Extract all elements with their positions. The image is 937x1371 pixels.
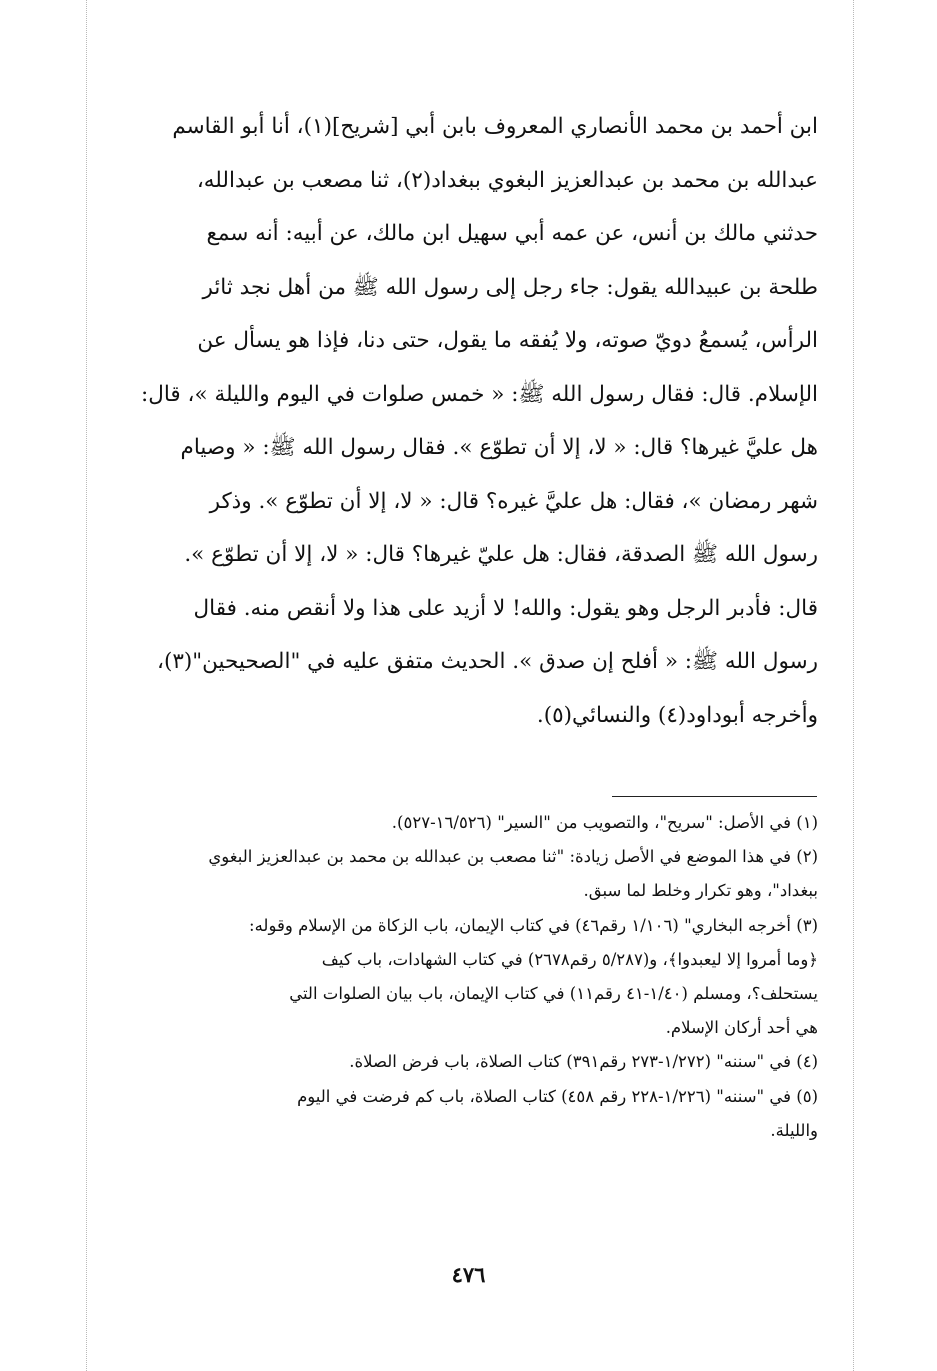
footnote-line: (٢) في هذا الموضع في الأصل زيادة: "ثنا مصعب بن عبدالله بن محمد بن عبدالعزيز البغوي [208, 847, 818, 867]
main-text-line: رسول الله ﷺ: « أفلح إن صدق ». الحديث متفق عليه في "الصحيحين"(٣)، [157, 649, 818, 674]
page-number: ٤٧٦ [451, 1262, 486, 1287]
footnote-line: (٥) في "سننه" (١/٢٢٦-٢٢٨ رقم ٤٥٨) كتاب الصلاة، باب كم فرضت في اليوم [297, 1086, 818, 1106]
scan-margin-mark [853, 0, 854, 1371]
footnote-line: (٣) أخرجه البخاري" (١/١٠٦ رقم٤٦) في كتاب الإيمان، باب الزكاة من الإسلام وقوله: [249, 915, 818, 935]
footnote-separator [612, 796, 817, 797]
main-text-line: وأخرجه أبوداود(٤) والنسائي(٥). [536, 702, 818, 728]
main-text-line: هل عليَّ غيرها؟ قال: « لا، إلا أن تطوّع ». فقال رسول الله ﷺ: « وصيام [180, 435, 818, 460]
footnotes [100, 806, 818, 1148]
footnote-line: (٤) في "سننه" (١/٢٧٢-٢٧٣ رقم٣٩١) كتاب الصلاة، باب فرض الصلاة. [349, 1052, 818, 1072]
main-text [100, 100, 818, 742]
scan-margin-mark [86, 0, 87, 1371]
footnote-line: يستحلف؟، ومسلم (١/٤٠-٤١ رقم١١) في كتاب الإيمان، باب بيان الصلوات التي [289, 983, 818, 1003]
footnote-line: ببغداد"، وهو تكرار وخلط لما سبق. [583, 881, 818, 901]
main-text-line: شهر رمضان »، فقال: هل عليَّ غيره؟ قال: « لا، إلا أن تطوّع ». وذكر [209, 488, 818, 514]
main-text-line: الرأس، يُسمعُ دويّ صوته، ولا يُفقه ما يقول، حتى دنا، فإذا هو يسأل عن [197, 328, 818, 353]
main-text-line: طلحة بن عبيدالله يقول: جاء رجل إلى رسول الله ﷺ من أهل نجد ثائر [202, 274, 818, 300]
footnote-line: هي أحد أركان الإسلام. [665, 1018, 818, 1038]
footnote-line: ﴿وما أمروا إلا ليعبدوا﴾، و(٥/٢٨٧ رقم٢٦٧٨) في كتاب الشهادات، باب كيف [321, 949, 818, 969]
main-text-line: ابن أحمد بن محمد الأنصاري المعروف بابن أبي [شريح](١)، أنا أبو القاسم [172, 114, 818, 139]
main-text-line: الإسلام. قال: فقال رسول الله ﷺ: « خمس صلوات في اليوم والليلة »، قال: [141, 381, 818, 407]
main-text-line: حدثني مالك بن أنس، عن عمه أبي سهيل ابن مالك، عن أبيه: أنه سمع [206, 221, 818, 246]
main-text-line: عبدالله بن محمد بن عبدالعزيز البغوي ببغداد(٢)، ثنا مصعب بن عبدالله، [196, 167, 818, 193]
main-text-line: قال: فأدبر الرجل وهو يقول: والله! لا أزيد على هذا ولا أنقص منه. فقال [193, 595, 818, 621]
main-text-line: رسول الله ﷺ الصدقة، فقال: هل عليّ غيرها؟ قال: « لا، إلا أن تطوّع ». [184, 542, 818, 567]
footnote-line: (١) في الأصل: "سريح"، والتصويب من "السير" (١٦/٥٢٦-٥٢٧). [391, 813, 818, 832]
footnote-line: والليلة. [770, 1120, 818, 1140]
